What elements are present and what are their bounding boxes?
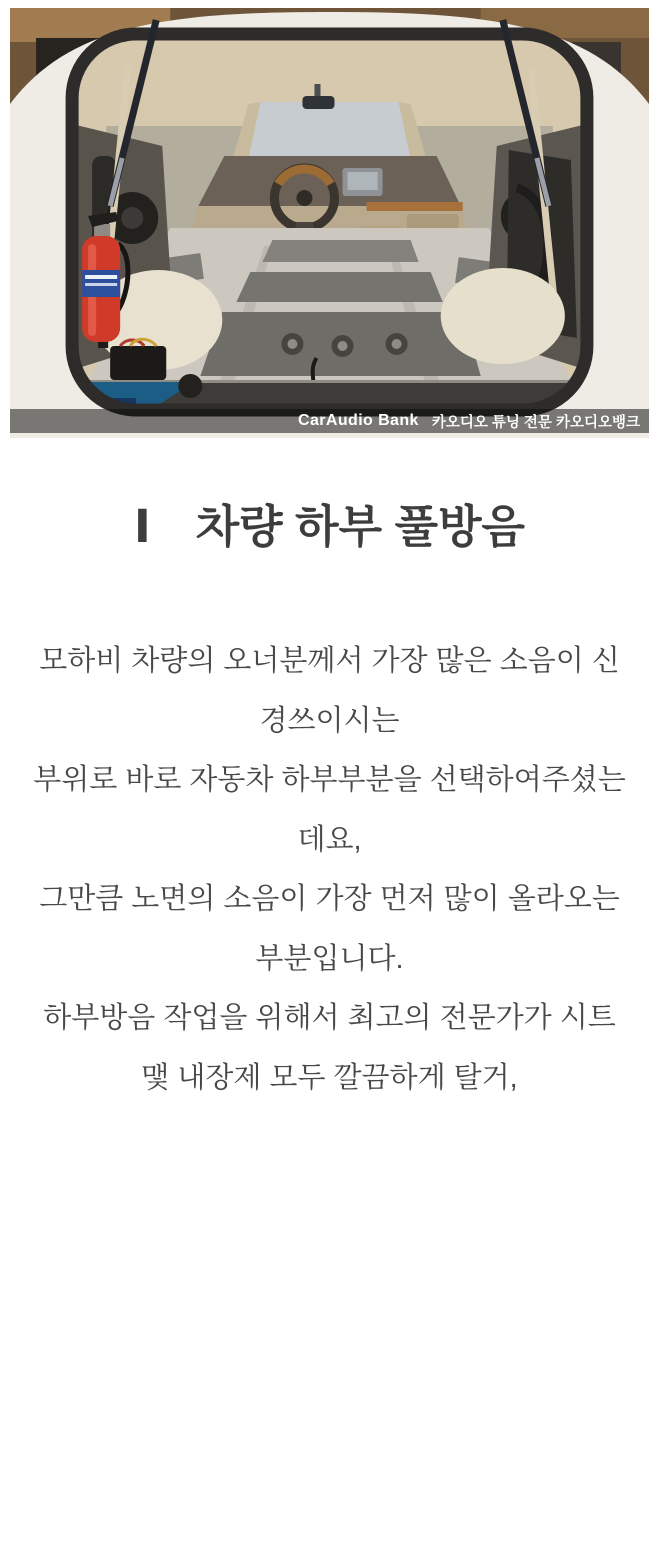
blog-post-page [0, 8, 659, 1548]
body-line: 부위로 바로 자동차 하부부분을 선택하여주셨는 [33, 764, 626, 796]
car-interior-photo [10, 8, 649, 438]
body-line: 모하비 차량의 오너분께서 가장 많은 소음이 신 [39, 645, 620, 677]
body-text [0, 632, 659, 1108]
section-title: Ⅰ 차량 하부 풀방음 [133, 501, 526, 552]
insulation-pad-mid [236, 272, 442, 302]
watermark-brand: CarAudio Bank [298, 412, 419, 429]
body-line: 하부방음 작업을 위해서 최고의 전문가가 시트 [43, 1002, 616, 1034]
watermark-tagline: 카오디오 튜닝 전문 카오디오뱅크 [431, 414, 640, 431]
car-interior-illustration [10, 8, 649, 438]
rearview-mirror [302, 96, 334, 109]
body-line: 그만큼 노면의 소음이 가장 먼저 많이 올라오는 [39, 883, 620, 915]
right-wheel-arch [441, 268, 565, 364]
dashboard-wood-trim [367, 202, 463, 211]
windshield [248, 102, 410, 158]
cargo-box [110, 346, 166, 380]
body-line: 경쓰이시는 [259, 704, 400, 737]
body-line: 데요, [297, 823, 362, 856]
body-line: 맻 내장제 모두 깔끔하게 탈거, [141, 1061, 518, 1094]
body-line: 부분입니다. [255, 942, 404, 975]
photo-watermark [10, 409, 649, 433]
insulation-pad-far [262, 240, 418, 262]
